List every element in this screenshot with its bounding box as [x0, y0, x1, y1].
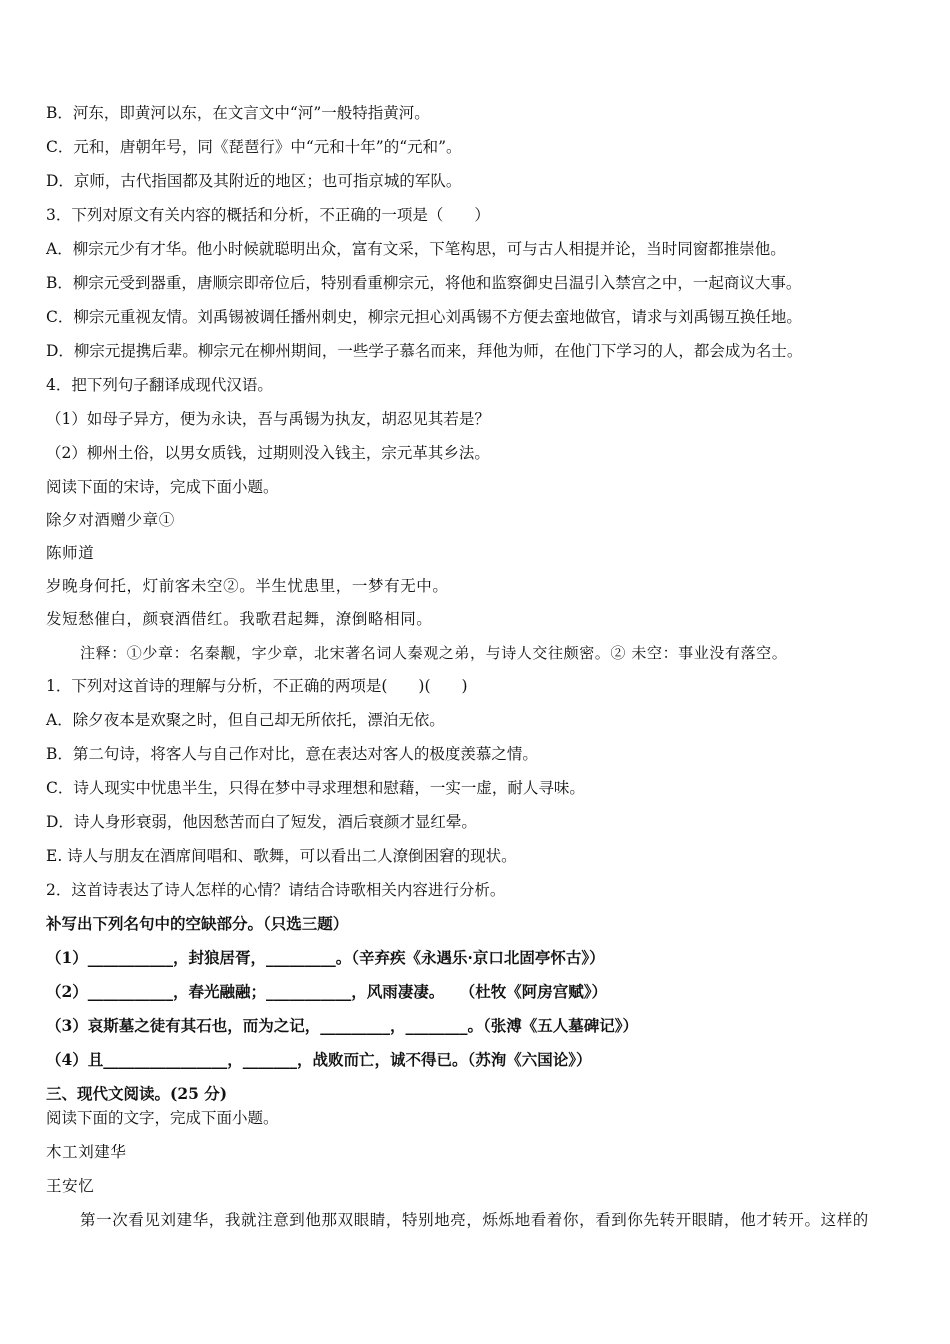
option-c-yuanhe: C．元和，唐朝年号，同《琵琶行》中“元和十年”的“元和”。: [46, 138, 462, 156]
poem-question-2: 2．这首诗表达了诗人怎样的心情？请结合诗歌相关内容进行分析。: [46, 881, 506, 899]
pq1-option-a: A．除夕夜本是欢聚之时，但自己却无所依托，漂泊无依。: [46, 711, 445, 729]
fill-blank-1: （1）___________，封狼居胥，_________。（辛弃疾《永遇乐·京口北固亭怀古》）: [46, 948, 605, 967]
option-b-hedong: B．河东，即黄河以东，在文言文中“河”一般特指黄河。: [46, 104, 430, 122]
article-title: 木工刘建华: [46, 1143, 127, 1161]
q3-option-b: B．柳宗元受到器重，唐顺宗即帝位后，特别看重柳宗元，将他和监察御史吕温引入禁宫之中，一起商议大事。: [46, 274, 802, 292]
question-3: 3．下列对原文有关内容的概括和分析，不正确的一项是（ ）: [46, 206, 490, 224]
fill-blank-3: （3）哀斯墓之徒有其石也，而为之记，_________，________。（张溥《五人墓碑记》）: [46, 1016, 639, 1035]
pq1-option-b: B．第二句诗，将客人与自己作对比，意在表达对客人的极度羡慕之情。: [46, 745, 538, 763]
q3-option-d: D．柳宗元提携后辈。柳宗元在柳州期间，一些学子慕名而来，拜他为师，在他门下学习的人，都会成为名士。: [46, 342, 803, 360]
fill-blank-heading: 补写出下列名句中的空缺部分。（只选三题）: [46, 914, 349, 933]
reading-instruction: 阅读下面的文字，完成下面小题。: [46, 1109, 279, 1127]
poem-instruction: 阅读下面的宋诗，完成下面小题。: [46, 478, 279, 496]
section-3-heading: 三、现代文阅读。(25 分): [46, 1084, 228, 1103]
article-author: 王安忆: [46, 1177, 95, 1195]
pq1-option-d: D．诗人身形衰弱，他因愁苦而白了短发，酒后衰颜才显红晕。: [46, 813, 477, 831]
q3-option-c: C．柳宗元重视友情。刘禹锡被调任播州刺史，柳宗元担心刘禹锡不方便去蛮地做官，请求与刘禹锡互换任地。: [46, 308, 802, 326]
q4-sentence-1: （1）如母子异方，便为永诀，吾与禹锡为执友，胡忍见其若是？: [46, 410, 490, 428]
pq1-option-c: C．诗人现实中忧患半生，只得在梦中寻求理想和慰藉，一实一虚，耐人寻味。: [46, 779, 585, 797]
poem-line-1: 岁晚身何托，灯前客未空②。半生忧患里，一梦有无中。: [46, 577, 449, 595]
q4-sentence-2: （2）柳州土俗，以男女质钱，过期则没入钱主，宗元革其乡法。: [46, 444, 490, 462]
pq1-option-e: E. 诗人与朋友在酒席间唱和、歌舞，可以看出二人潦倒困窘的现状。: [46, 847, 517, 865]
q3-option-a: A．柳宗元少有才华。他小时候就聪明出众，富有文采，下笔构思，可与古人相提并论，当时同窗都推崇他。: [46, 240, 786, 258]
poem-author: 陈师道: [46, 544, 95, 562]
article-paragraph-1: 第一次看见刘建华，我就注意到他那双眼睛，特别地亮，烁烁地看着你，看到你先转开眼睛，他才转开。这样的: [80, 1211, 869, 1229]
fill-blank-4: （4）且________________，_______，战败而亡，诚不得已。（苏洵《六国论》）: [46, 1050, 592, 1069]
option-d-jingshi: D．京师，古代指国都及其附近的地区；也可指京城的军队。: [46, 172, 462, 190]
fill-blank-2: （2）___________，春光融融；___________，风雨凄凄。 （杜牧《阿房宫赋》）: [46, 982, 608, 1001]
poem-notes: 注释：①少章：名秦觏，字少章，北宋著名词人秦观之弟，与诗人交往颇密。② 未空：事业没有落空。: [80, 644, 788, 662]
question-4: 4．把下列句子翻译成现代汉语。: [46, 376, 273, 394]
poem-title: 除夕对酒赠少章①: [46, 511, 175, 529]
poem-line-2: 发短愁催白，颜衰酒借红。我歌君起舞，潦倒略相同。: [46, 610, 433, 628]
poem-question-1: 1．下列对这首诗的理解与分析，不正确的两项是( )( ): [46, 677, 468, 695]
